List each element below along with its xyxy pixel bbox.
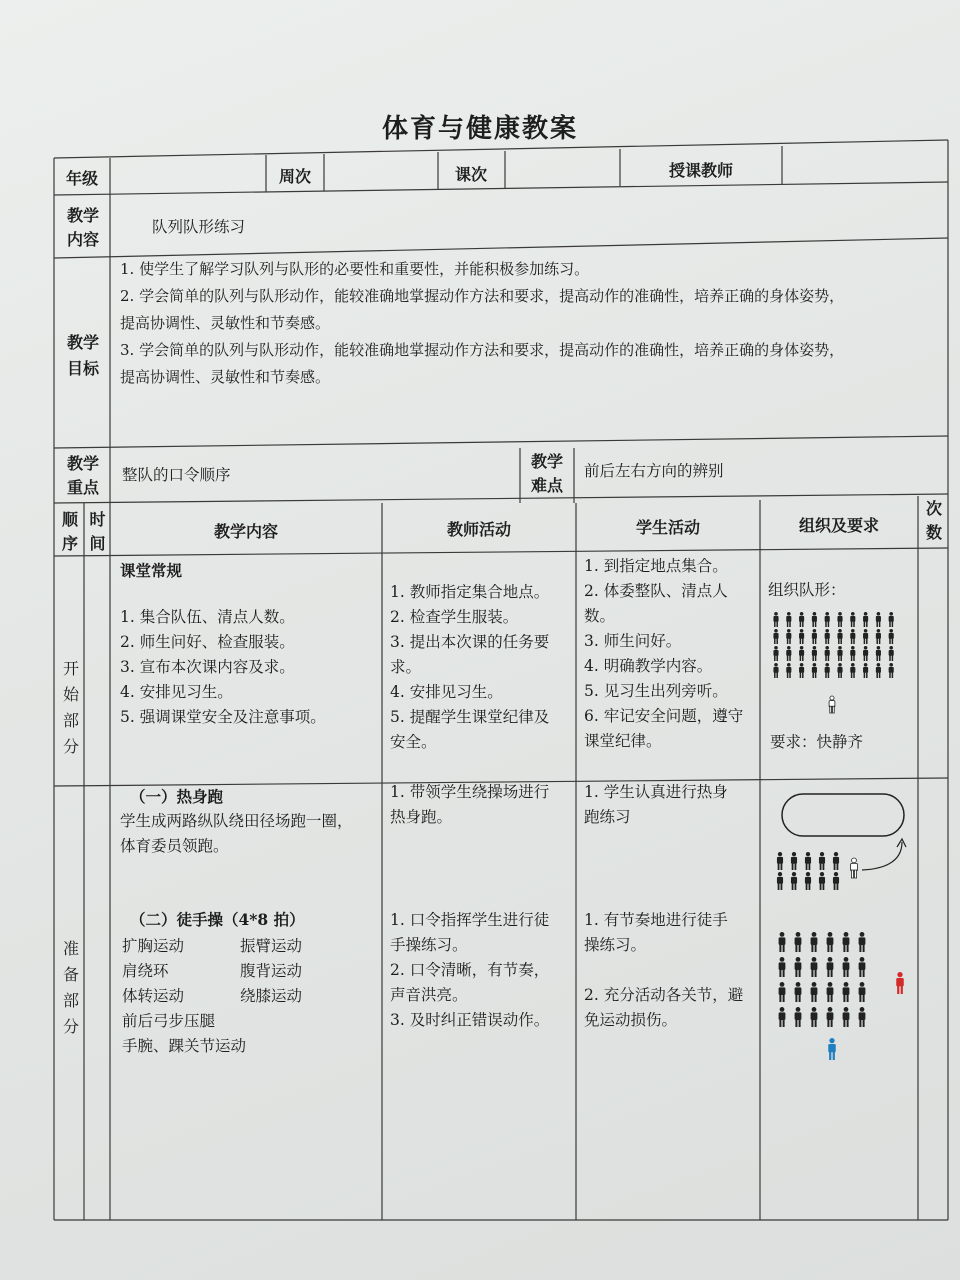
order-header-line-1: 顺 [61, 510, 78, 529]
content-column-header: 教学内容 [213, 522, 278, 541]
student-figure-icon [811, 957, 818, 977]
student-figure-icon [779, 957, 786, 977]
goal-line: 3. 学会简单的队列与队形动作，能较准确地掌握动作方法和要求，提高动作的准确性，培养正确的身体姿势， [120, 341, 845, 359]
student-figure-icon [843, 957, 850, 977]
prep-label-char: 部 [62, 991, 79, 1010]
time-header-line-1: 时 [89, 510, 106, 529]
student-figure-icon [786, 663, 791, 678]
content-label [56, 204, 110, 252]
student-figure-icon [786, 646, 791, 661]
student-figure-icon [812, 646, 817, 661]
student-item: 1. 到指定地点集合。 [584, 557, 728, 575]
prep-part1-line: 学生成两路纵队绕田径场跑一圈， [120, 812, 353, 830]
difficulty-label [522, 450, 572, 498]
student-figure-icon [833, 872, 839, 890]
goals-text [120, 256, 946, 391]
lesson-label: 课次 [454, 165, 487, 184]
student-figure-icon [786, 629, 791, 644]
student-figure-icon [863, 663, 868, 678]
student-figure-icon [786, 612, 791, 627]
start-label-char: 部 [62, 711, 79, 730]
teacher-item: 安全。 [390, 733, 437, 751]
student-figure-icon [837, 646, 842, 661]
student-item [584, 958, 758, 983]
key-label-line-2: 重点 [66, 478, 99, 497]
teacher-figure-icon [829, 696, 835, 713]
prep-section-label [60, 936, 82, 1040]
start-content-item: 3. 宣布本次课内容及求。 [120, 658, 295, 676]
key-label-line-1: 教学 [66, 454, 99, 473]
student-figure-icon [825, 646, 830, 661]
student-figure-icon [773, 612, 778, 627]
teacher-label: 授课教师 [668, 161, 733, 180]
student-item: 4. 明确教学内容。 [584, 657, 713, 675]
warmup-run-diagram [770, 790, 916, 900]
student-figure-icon [825, 663, 830, 678]
student-figure-icon [825, 612, 830, 627]
teacher-item: 4. 安排见习生。 [390, 683, 503, 701]
teacher-column-header: 教师活动 [446, 520, 511, 539]
prep-label-char: 准 [62, 939, 79, 958]
key-value: 整队的口令顺序 [122, 466, 231, 484]
difficulty-label-line-2: 难点 [530, 476, 563, 495]
student-figure-icon [777, 852, 783, 870]
content-label-line-2: 内容 [66, 230, 99, 249]
student-figure-icon [773, 629, 778, 644]
start-org-title: 组织队形： [768, 581, 846, 599]
teacher-item: 求。 [390, 658, 422, 676]
teacher-item: 热身跑。 [390, 808, 453, 826]
exercise-item: 绕膝运动 [240, 987, 303, 1005]
student-figure-icon [837, 612, 842, 627]
prep-label-char: 备 [62, 965, 79, 984]
student-figure-icon [777, 872, 783, 890]
goal-line: 2. 学会简单的队列与队形动作，能较准确地掌握动作方法和要求，提高动作的准确性，培养正确的身体姿势， [120, 287, 845, 305]
student-item: 操练习。 [584, 936, 647, 954]
calisthenics-formation-diagram [770, 932, 920, 1062]
teacher-figure-icon [828, 1038, 835, 1060]
goals-label-line-2: 目标 [66, 359, 99, 378]
student-figure-icon [773, 663, 778, 678]
student-figure-icon [889, 646, 894, 661]
student-figure-icon [795, 1007, 802, 1027]
student-item: 跑练习 [584, 808, 631, 826]
difficulty-label-line-1: 教学 [530, 452, 563, 471]
track-oval [782, 794, 904, 836]
student-figure-icon [799, 612, 804, 627]
exercise-item: 腹背运动 [240, 962, 303, 980]
student-figure-icon [850, 612, 855, 627]
count-header-line-2: 数 [925, 523, 942, 542]
student-figure-icon [811, 982, 818, 1002]
student-figure-icon [889, 612, 894, 627]
org-column-header: 组织及要求 [798, 516, 879, 535]
time-header-line-2: 间 [89, 534, 106, 553]
grade-label: 年级 [65, 169, 98, 188]
order-header [56, 508, 84, 556]
student-figure-icon [876, 629, 881, 644]
student-figure-icon [811, 1007, 818, 1027]
time-header [85, 508, 110, 556]
difficulty-value: 前后左右方向的辨别 [584, 462, 724, 480]
prep-exercises-left [122, 934, 246, 1059]
start-org-requirement: 要求：快静齐 [770, 733, 864, 751]
prep-label-char: 分 [62, 1017, 79, 1036]
student-figure-icon [863, 629, 868, 644]
goal-line: 提高协调性、灵敏性和节奏感。 [120, 368, 331, 386]
student-figure-icon [779, 982, 786, 1002]
teacher-item: 3. 及时纠正错误动作。 [390, 1011, 550, 1029]
start-formation-diagram [770, 612, 910, 722]
count-header-line-1: 次 [925, 499, 942, 518]
start-label-char: 分 [62, 737, 79, 756]
teacher-item: 5. 提醒学生课堂纪律及 [390, 708, 550, 726]
student-item: 1. 有节奏地进行徒手 [584, 911, 728, 929]
student-figure-icon [812, 612, 817, 627]
exercise-item: 体转运动 [122, 987, 185, 1005]
teacher-item: 1. 教师指定集合地点。 [390, 583, 550, 601]
student-figure-icon [837, 663, 842, 678]
student-figure-icon [863, 646, 868, 661]
student-figure-icon [850, 646, 855, 661]
student-figure-icon [779, 1007, 786, 1027]
start-content-item: 5. 强调课堂安全及注意事项。 [120, 708, 326, 726]
student-item: 5. 见习生出列旁听。 [584, 682, 728, 700]
student-figure-icon [805, 852, 811, 870]
leader-figure-icon [851, 858, 858, 878]
teacher-item: 2. 检查学生服装。 [390, 608, 519, 626]
prep-content [120, 784, 380, 932]
prep-part1-line: 体育委员领跑。 [120, 837, 229, 855]
student-figure-icon [859, 932, 866, 952]
student-item: 2. 充分活动各关节，避 [584, 986, 744, 1004]
student-figure-icon [799, 663, 804, 678]
prep-part1-title: （一）热身跑 [130, 787, 224, 806]
student-figure-icon [843, 982, 850, 1002]
student-figure-icon [876, 663, 881, 678]
student-figure-icon [819, 852, 825, 870]
order-header-line-2: 序 [61, 534, 78, 553]
goals-label-line-1: 教学 [66, 333, 99, 352]
student-figure-icon [795, 982, 802, 1002]
student-figure-icon [833, 852, 839, 870]
student-figure-icon [791, 852, 797, 870]
student-item: 2. 体委整队、清点人 [584, 582, 728, 600]
exercise-item: 扩胸运动 [122, 937, 185, 955]
student-figure-icon [799, 646, 804, 661]
goals-label [56, 330, 110, 382]
prep-teacher-part1 [390, 780, 574, 830]
student-item: 免运动损伤。 [584, 1011, 678, 1029]
student-figure-icon [859, 982, 866, 1002]
student-item: 1. 学生认真进行热身 [584, 783, 728, 801]
student-figure-icon [825, 629, 830, 644]
student-figure-icon [876, 612, 881, 627]
start-content-item: 1. 集合队伍、清点人数。 [120, 608, 295, 626]
start-teacher-activity [390, 580, 574, 755]
key-label [56, 452, 110, 500]
start-content-item: 2. 师生问好、检查服装。 [120, 633, 295, 651]
exercise-item: 前后弓步压腿 [122, 1012, 216, 1030]
count-header [920, 497, 948, 545]
leader-figure-icon [896, 972, 903, 994]
start-student-activity [584, 554, 758, 754]
teacher-item: 1. 带领学生绕操场进行 [390, 783, 550, 801]
teacher-item: 3. 提出本次课的任务要 [390, 633, 550, 651]
student-figure-icon [773, 646, 778, 661]
student-figure-icon [827, 957, 834, 977]
student-figure-icon [795, 932, 802, 952]
week-label: 周次 [278, 167, 311, 186]
goal-line: 1. 使学生了解学习队列与队形的必要性和重要性，并能积极参加练习。 [120, 260, 590, 278]
content-label-line-1: 教学 [66, 206, 99, 225]
start-label-char: 开 [62, 659, 79, 678]
student-figure-icon [850, 629, 855, 644]
start-content-title: 课堂常规 [120, 561, 183, 580]
start-section-label [60, 656, 82, 760]
run-direction-arrow [862, 842, 902, 870]
teacher-item: 2. 口令清晰，有节奏， [390, 961, 550, 979]
prep-exercises-right [240, 934, 302, 1009]
exercise-item: 振臂运动 [240, 937, 303, 955]
prep-part2-title: （二）徒手操（4*8 拍） [130, 910, 305, 929]
student-figure-icon [799, 629, 804, 644]
student-figure-icon [843, 932, 850, 952]
student-figure-icon [850, 663, 855, 678]
student-figure-icon [795, 957, 802, 977]
student-figure-icon [811, 932, 818, 952]
exercise-item: 肩绕环 [122, 962, 169, 980]
exercise-item: 手腕、踝关节运动 [122, 1037, 247, 1055]
student-figure-icon [812, 629, 817, 644]
prep-student-part1 [584, 780, 758, 830]
student-figure-icon [889, 663, 894, 678]
student-item: 数。 [584, 607, 616, 625]
student-figure-icon [827, 932, 834, 952]
student-figure-icon [837, 629, 842, 644]
student-item: 6. 牢记安全问题，遵守 [584, 707, 744, 725]
start-content [120, 558, 380, 730]
teacher-item: 1. 口令指挥学生进行徒 [390, 911, 550, 929]
student-figure-icon [819, 872, 825, 890]
student-figure-icon [827, 1007, 834, 1027]
student-column-header: 学生活动 [635, 518, 700, 537]
start-label-char: 始 [62, 685, 79, 704]
teacher-item: 手操练习。 [390, 936, 468, 954]
student-figure-icon [805, 872, 811, 890]
start-content-item: 4. 安排见习生。 [120, 683, 233, 701]
prep-student-part2 [584, 908, 758, 1033]
student-figure-icon [863, 612, 868, 627]
student-figure-icon [812, 663, 817, 678]
goal-line: 提高协调性、灵敏性和节奏感。 [120, 314, 331, 332]
page-title: 体育与健康教案 [381, 114, 578, 144]
student-figure-icon [827, 982, 834, 1002]
student-figure-icon [876, 646, 881, 661]
prep-teacher-part2 [390, 908, 574, 1033]
student-figure-icon [889, 629, 894, 644]
student-figure-icon [843, 1007, 850, 1027]
content-value: 队列队形练习 [152, 218, 246, 236]
student-figure-icon [859, 957, 866, 977]
student-figure-icon [859, 1007, 866, 1027]
student-figure-icon [791, 872, 797, 890]
student-item: 3. 师生问好。 [584, 632, 682, 650]
student-item: 课堂纪律。 [584, 732, 662, 750]
teacher-item: 声音洪亮。 [390, 986, 468, 1004]
student-figure-icon [779, 932, 786, 952]
